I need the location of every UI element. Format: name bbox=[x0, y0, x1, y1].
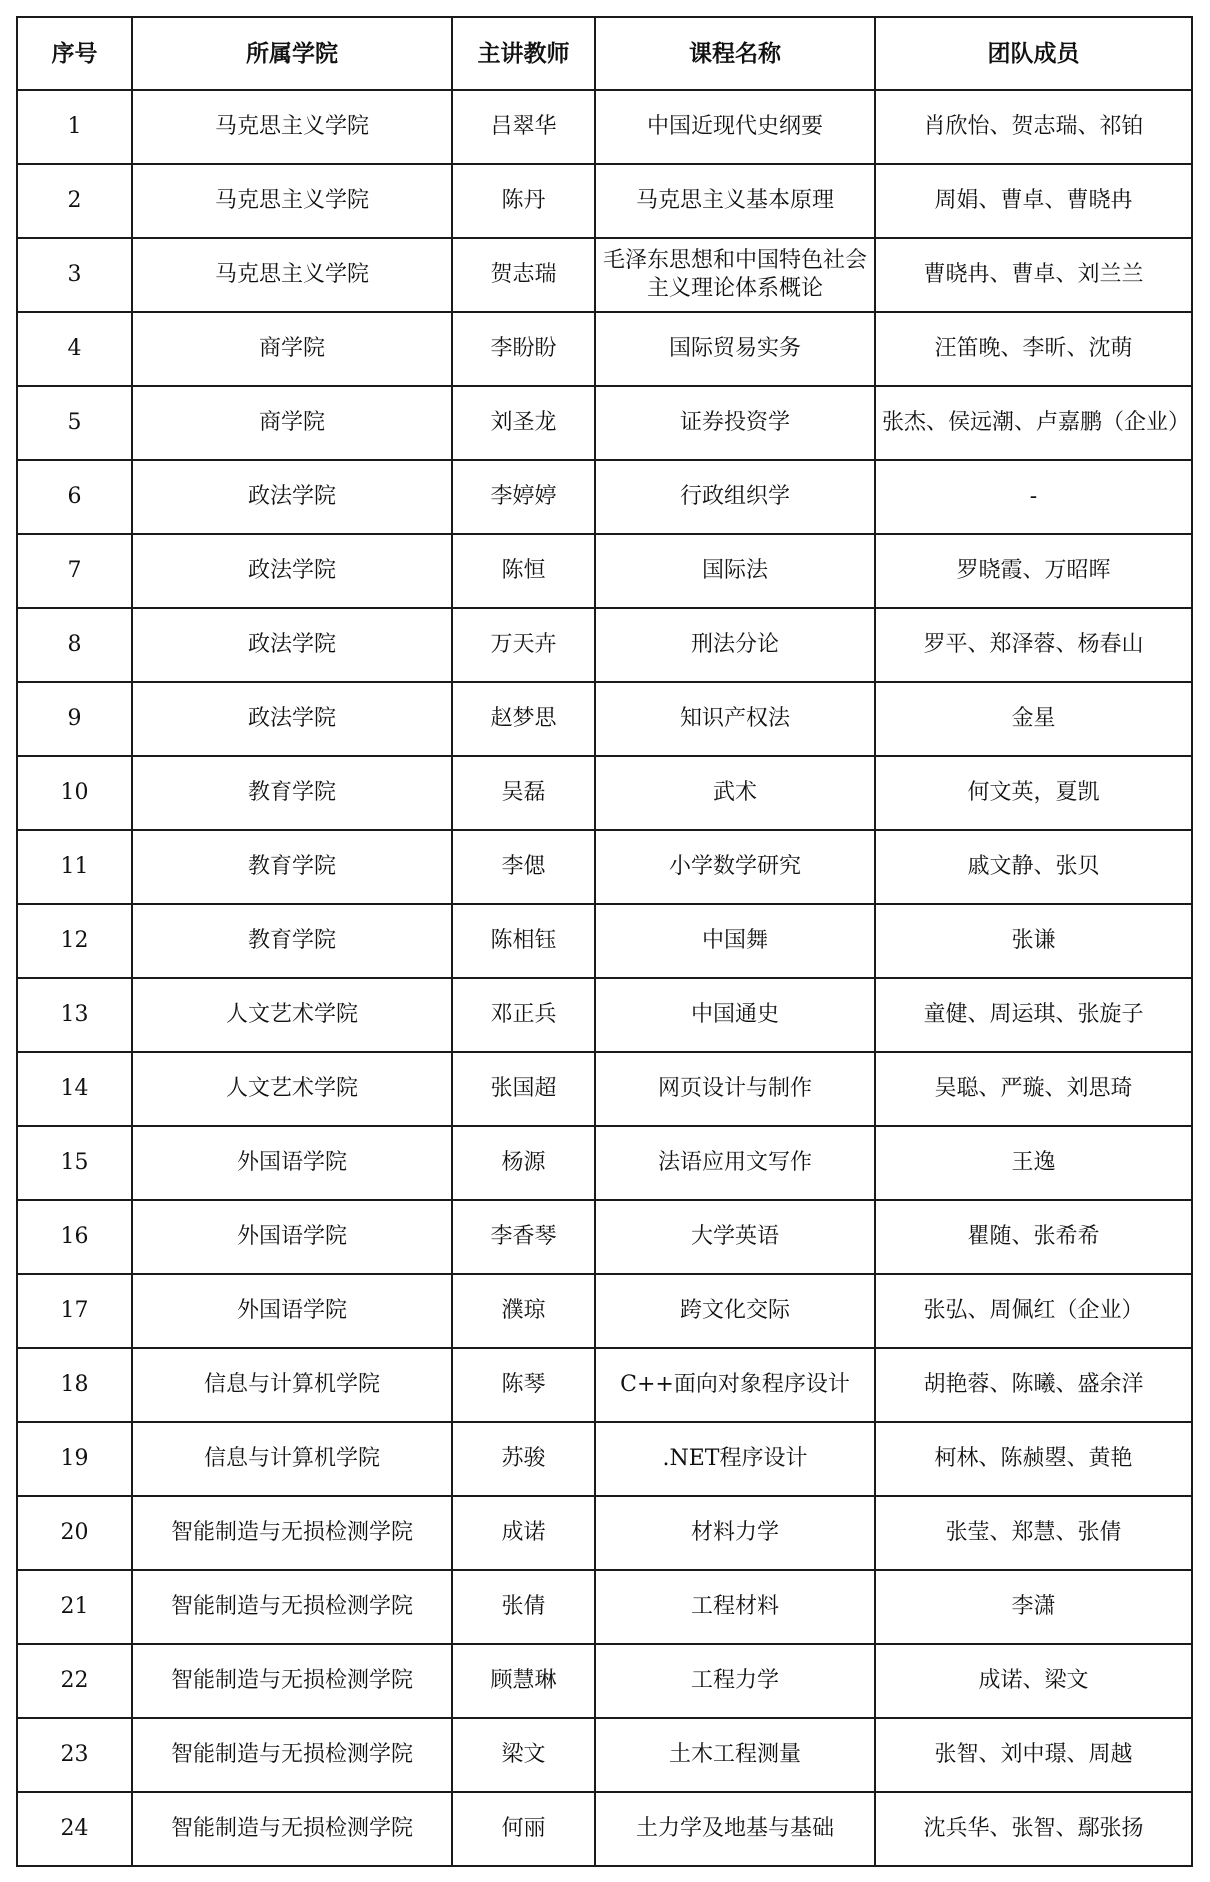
cell-course: C++面向对象程序设计 bbox=[595, 1348, 875, 1422]
cell-team: 张智、刘中璟、周越 bbox=[875, 1718, 1192, 1792]
cell-course: 大学英语 bbox=[595, 1200, 875, 1274]
cell-course: 中国舞 bbox=[595, 904, 875, 978]
cell-no: 19 bbox=[17, 1422, 132, 1496]
table-row bbox=[17, 1348, 1192, 1422]
cell-no: 12 bbox=[17, 904, 132, 978]
table-row bbox=[17, 1718, 1192, 1792]
table-row bbox=[17, 312, 1192, 386]
cell-teacher: 吴磊 bbox=[452, 756, 595, 830]
cell-no: 13 bbox=[17, 978, 132, 1052]
cell-team: 张莹、郑慧、张倩 bbox=[875, 1496, 1192, 1570]
table-row bbox=[17, 1422, 1192, 1496]
table-row bbox=[17, 1570, 1192, 1644]
cell-college: 外国语学院 bbox=[132, 1274, 452, 1348]
cell-no: 16 bbox=[17, 1200, 132, 1274]
cell-teacher: 陈丹 bbox=[452, 164, 595, 238]
table-row bbox=[17, 164, 1192, 238]
table-row bbox=[17, 756, 1192, 830]
cell-teacher: 顾慧琳 bbox=[452, 1644, 595, 1718]
cell-course: 土木工程测量 bbox=[595, 1718, 875, 1792]
cell-team: 罗平、郑泽蓉、杨春山 bbox=[875, 608, 1192, 682]
cell-course: 中国近现代史纲要 bbox=[595, 90, 875, 164]
header-no: 序号 bbox=[17, 17, 132, 90]
cell-no: 7 bbox=[17, 534, 132, 608]
cell-team: - bbox=[875, 460, 1192, 534]
cell-college: 政法学院 bbox=[132, 534, 452, 608]
table-row bbox=[17, 1200, 1192, 1274]
cell-no: 18 bbox=[17, 1348, 132, 1422]
cell-no: 20 bbox=[17, 1496, 132, 1570]
cell-team: 何文英，夏凯 bbox=[875, 756, 1192, 830]
cell-teacher: 李香琴 bbox=[452, 1200, 595, 1274]
header-team: 团队成员 bbox=[875, 17, 1192, 90]
cell-teacher: 陈琴 bbox=[452, 1348, 595, 1422]
table-row bbox=[17, 1496, 1192, 1570]
cell-team: 成诺、梁文 bbox=[875, 1644, 1192, 1718]
cell-team: 曹晓冉、曹卓、刘兰兰 bbox=[875, 238, 1192, 312]
table-row bbox=[17, 1792, 1192, 1866]
cell-college: 教育学院 bbox=[132, 904, 452, 978]
cell-no: 14 bbox=[17, 1052, 132, 1126]
cell-no: 8 bbox=[17, 608, 132, 682]
cell-college: 人文艺术学院 bbox=[132, 1052, 452, 1126]
cell-teacher: 万天卉 bbox=[452, 608, 595, 682]
cell-course: 马克思主义基本原理 bbox=[595, 164, 875, 238]
cell-course: 国际贸易实务 bbox=[595, 312, 875, 386]
cell-no: 1 bbox=[17, 90, 132, 164]
cell-course: 中国通史 bbox=[595, 978, 875, 1052]
header-row bbox=[17, 17, 1192, 90]
table-row bbox=[17, 1126, 1192, 1200]
cell-college: 政法学院 bbox=[132, 682, 452, 756]
cell-course: 工程力学 bbox=[595, 1644, 875, 1718]
cell-no: 9 bbox=[17, 682, 132, 756]
cell-team: 柯林、陈赪曌、黄艳 bbox=[875, 1422, 1192, 1496]
cell-course: 材料力学 bbox=[595, 1496, 875, 1570]
cell-course: 行政组织学 bbox=[595, 460, 875, 534]
cell-no: 22 bbox=[17, 1644, 132, 1718]
cell-college: 政法学院 bbox=[132, 460, 452, 534]
cell-college: 智能制造与无损检测学院 bbox=[132, 1718, 452, 1792]
cell-college: 马克思主义学院 bbox=[132, 90, 452, 164]
cell-course: 小学数学研究 bbox=[595, 830, 875, 904]
table-header bbox=[17, 17, 1192, 90]
cell-no: 5 bbox=[17, 386, 132, 460]
cell-team: 王逸 bbox=[875, 1126, 1192, 1200]
cell-college: 信息与计算机学院 bbox=[132, 1348, 452, 1422]
header-college: 所属学院 bbox=[132, 17, 452, 90]
cell-course: 知识产权法 bbox=[595, 682, 875, 756]
cell-team: 罗晓霞、万昭晖 bbox=[875, 534, 1192, 608]
cell-no: 4 bbox=[17, 312, 132, 386]
table-row bbox=[17, 830, 1192, 904]
cell-college: 人文艺术学院 bbox=[132, 978, 452, 1052]
cell-teacher: 杨源 bbox=[452, 1126, 595, 1200]
cell-college: 马克思主义学院 bbox=[132, 238, 452, 312]
cell-teacher: 梁文 bbox=[452, 1718, 595, 1792]
cell-team: 周娟、曹卓、曹晓冉 bbox=[875, 164, 1192, 238]
cell-no: 11 bbox=[17, 830, 132, 904]
cell-course: 国际法 bbox=[595, 534, 875, 608]
table-row bbox=[17, 90, 1192, 164]
cell-teacher: 苏骏 bbox=[452, 1422, 595, 1496]
table-row bbox=[17, 904, 1192, 978]
cell-no: 21 bbox=[17, 1570, 132, 1644]
cell-teacher: 成诺 bbox=[452, 1496, 595, 1570]
table-row bbox=[17, 460, 1192, 534]
cell-course: 跨文化交际 bbox=[595, 1274, 875, 1348]
cell-no: 6 bbox=[17, 460, 132, 534]
cell-course: 武术 bbox=[595, 756, 875, 830]
table-row bbox=[17, 386, 1192, 460]
cell-college: 政法学院 bbox=[132, 608, 452, 682]
cell-no: 10 bbox=[17, 756, 132, 830]
cell-team: 胡艳蓉、陈曦、盛余洋 bbox=[875, 1348, 1192, 1422]
cell-no: 17 bbox=[17, 1274, 132, 1348]
cell-college: 智能制造与无损检测学院 bbox=[132, 1496, 452, 1570]
cell-college: 商学院 bbox=[132, 312, 452, 386]
cell-no: 2 bbox=[17, 164, 132, 238]
cell-no: 15 bbox=[17, 1126, 132, 1200]
cell-no: 24 bbox=[17, 1792, 132, 1866]
cell-college: 教育学院 bbox=[132, 830, 452, 904]
cell-teacher: 吕翠华 bbox=[452, 90, 595, 164]
table-row bbox=[17, 534, 1192, 608]
table-body bbox=[17, 90, 1192, 1866]
cell-college: 智能制造与无损检测学院 bbox=[132, 1792, 452, 1866]
cell-college: 外国语学院 bbox=[132, 1200, 452, 1274]
cell-team: 汪笛晚、李昕、沈萌 bbox=[875, 312, 1192, 386]
cell-course: 法语应用文写作 bbox=[595, 1126, 875, 1200]
cell-college: 商学院 bbox=[132, 386, 452, 460]
cell-course: 土力学及地基与基础 bbox=[595, 1792, 875, 1866]
cell-teacher: 何丽 bbox=[452, 1792, 595, 1866]
table-row bbox=[17, 238, 1192, 312]
cell-teacher: 刘圣龙 bbox=[452, 386, 595, 460]
cell-team: 金星 bbox=[875, 682, 1192, 756]
cell-teacher: 张倩 bbox=[452, 1570, 595, 1644]
cell-teacher: 陈相钰 bbox=[452, 904, 595, 978]
cell-teacher: 李婷婷 bbox=[452, 460, 595, 534]
cell-college: 教育学院 bbox=[132, 756, 452, 830]
cell-team: 童健、周运琪、张旋子 bbox=[875, 978, 1192, 1052]
cell-college: 智能制造与无损检测学院 bbox=[132, 1570, 452, 1644]
cell-course: 证券投资学 bbox=[595, 386, 875, 460]
cell-course: 工程材料 bbox=[595, 1570, 875, 1644]
cell-course: .NET程序设计 bbox=[595, 1422, 875, 1496]
header-teacher: 主讲教师 bbox=[452, 17, 595, 90]
cell-team: 沈兵华、张智、鄢张扬 bbox=[875, 1792, 1192, 1866]
table-row bbox=[17, 1274, 1192, 1348]
cell-team: 瞿随、张希希 bbox=[875, 1200, 1192, 1274]
cell-teacher: 濮琼 bbox=[452, 1274, 595, 1348]
cell-team: 张弘、周佩红（企业） bbox=[875, 1274, 1192, 1348]
header-course: 课程名称 bbox=[595, 17, 875, 90]
cell-college: 智能制造与无损检测学院 bbox=[132, 1644, 452, 1718]
cell-course: 刑法分论 bbox=[595, 608, 875, 682]
cell-college: 信息与计算机学院 bbox=[132, 1422, 452, 1496]
cell-team: 肖欣怡、贺志瑞、祁铂 bbox=[875, 90, 1192, 164]
table-row bbox=[17, 1052, 1192, 1126]
cell-teacher: 贺志瑞 bbox=[452, 238, 595, 312]
cell-course: 毛泽东思想和中国特色社会主义理论体系概论 bbox=[595, 238, 875, 312]
table-row bbox=[17, 608, 1192, 682]
cell-no: 23 bbox=[17, 1718, 132, 1792]
table-row bbox=[17, 1644, 1192, 1718]
table-row bbox=[17, 682, 1192, 756]
cell-teacher: 李偲 bbox=[452, 830, 595, 904]
cell-team: 吴聪、严璇、刘思琦 bbox=[875, 1052, 1192, 1126]
cell-college: 马克思主义学院 bbox=[132, 164, 452, 238]
cell-team: 戚文静、张贝 bbox=[875, 830, 1192, 904]
cell-teacher: 张国超 bbox=[452, 1052, 595, 1126]
cell-college: 外国语学院 bbox=[132, 1126, 452, 1200]
table-row bbox=[17, 978, 1192, 1052]
course-table bbox=[16, 16, 1193, 1867]
cell-teacher: 陈恒 bbox=[452, 534, 595, 608]
cell-course: 网页设计与制作 bbox=[595, 1052, 875, 1126]
cell-teacher: 李盼盼 bbox=[452, 312, 595, 386]
cell-no: 3 bbox=[17, 238, 132, 312]
cell-teacher: 邓正兵 bbox=[452, 978, 595, 1052]
cell-team: 张杰、侯远潮、卢嘉鹏（企业） bbox=[875, 386, 1192, 460]
cell-teacher: 赵梦思 bbox=[452, 682, 595, 756]
cell-team: 张谦 bbox=[875, 904, 1192, 978]
cell-team: 李潇 bbox=[875, 1570, 1192, 1644]
